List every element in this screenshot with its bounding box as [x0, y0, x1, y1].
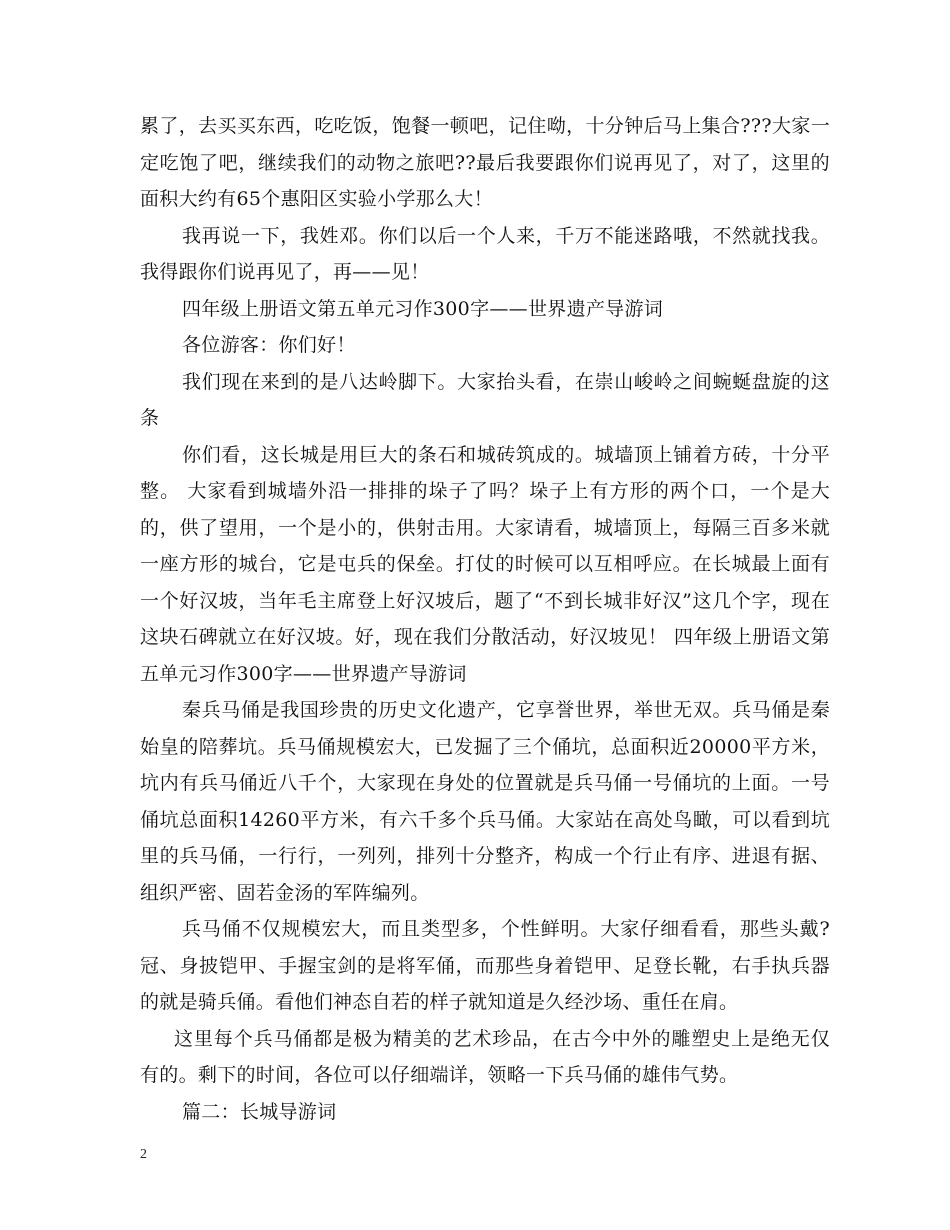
paragraph-7: 秦兵马俑是我国珍贵的历史文化遗产，它享誉世界，举世无双。兵马俑是秦始皇的陪葬坑。兵马俑规模宏大，已发掘了三个俑坑，总面积近20000平方米，坑内有兵马俑近八千个，大家现在身处的位置就是兵马俑一号俑坑的上面。一号俑坑总面积14260平方米，有六千多个兵马俑。大家站在高处鸟瞰，可以看到坑里的兵马俑，一行行，一列列，排列十分整齐，构成一个行止有序、进退有据、组织严密、固若金汤的军阵编列。 [140, 699, 830, 904]
page-number: 2 [140, 1147, 147, 1162]
paragraph-2: 我再说一下，我姓邓。你们以后一个人来，千万不能迷路哦，不然就找我。我得跟你们说再见了，再——见！ [140, 224, 830, 283]
page-body [140, 108, 830, 1130]
paragraph-3: 四年级上册语文第五单元习作300字——世界遗产导游词 [182, 297, 664, 320]
paragraph-4: 各位游客：你们好！ [182, 334, 356, 356]
paragraph-5: 我们现在来到的是八达岭脚下。大家抬头看，在崇山峻岭之间蜿蜒盘旋的这条 [140, 370, 830, 429]
paragraph-1: 累了，去买买东西，吃吃饭，饱餐一顿吧，记住呦，十分钟后马上集合???大家一定吃饱了吧，继续我们的动物之旅吧??最后我要跟你们说再见了，对了，这里的面积大约有65个惠阳区实验小学那么大！ [140, 115, 830, 210]
paragraph-10: 篇二：长城导游词 [182, 1100, 337, 1123]
paragraph-9: 这里每个兵马俑都是极为精美的艺术珍品，在古今中外的雕塑史上是绝无仅有的。剩下的时间，各位可以仔细端详，领略一下兵马俑的雄伟气势。 [140, 1027, 830, 1086]
paragraph-6: 你们看，这长城是用巨大的条石和城砖筑成的。城墙顶上铺着方砖，十分平整。 大家看到城墙外沿一排排的垛子了吗？垛子上有方形的两个口，一个是大的，供了望用，一个是小的，供射击用。大家请看，城墙顶上，每隔三百多米就一座方形的城台，它是屯兵的保垒。打仗的时候可以互相呼应。在长城最上面有一个好汉坡，当年毛主席登上好汉坡后，题了“不到长城非好汉”这几个字，现在这块石碑就立在好汉坡。好，现在我们分散活动，好汉坡见！ 四年级上册语文第五单元习作300字——世界遗产导游词 [140, 443, 830, 685]
paragraph-8: 兵马俑不仅规模宏大，而且类型多，个性鲜明。大家仔细看看，那些头戴?冠、身披铠甲、手握宝剑的是将军俑，而那些身着铠甲、足登长靴，右手执兵器的就是骑兵俑。看他们神态自若的样子就知道是久经沙场、重任在肩。 [140, 918, 830, 1013]
